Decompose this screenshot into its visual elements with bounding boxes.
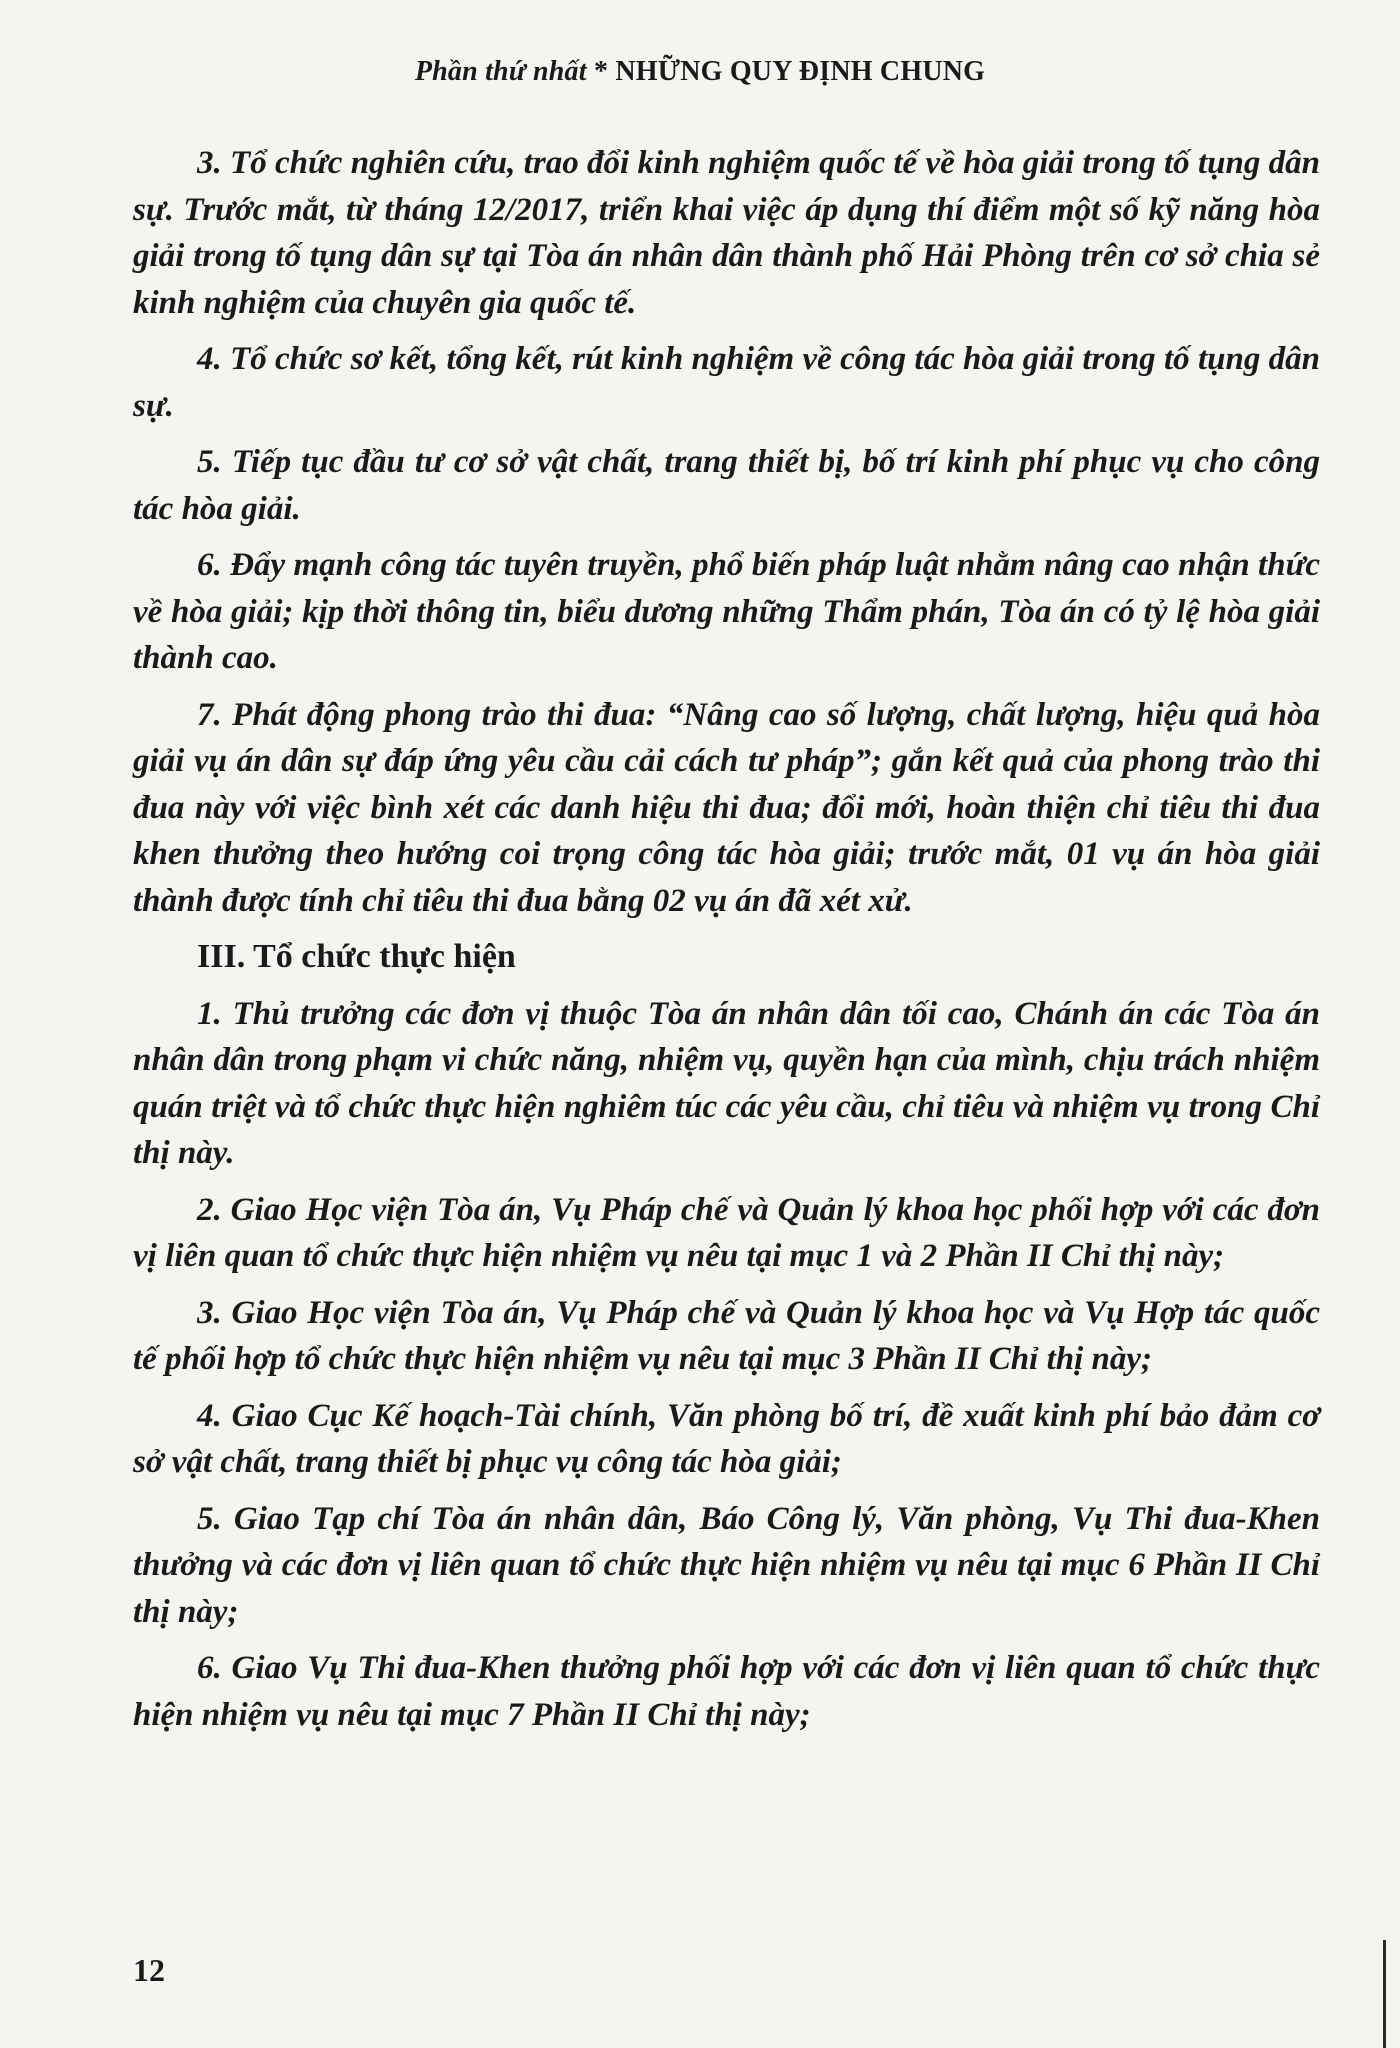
paragraph (133, 439, 1320, 532)
section-item (133, 1393, 1320, 1486)
section-heading: III. Tổ chức thực hiện (197, 938, 516, 975)
paragraph-text: Tổ chức sơ kết, tổng kết, rút kinh nghiệm về công tác hòa giải trong tố tụng dân sự. (133, 341, 1320, 424)
section-item (133, 1645, 1320, 1738)
item-number: 5. (197, 1500, 222, 1537)
binding-edge-mark (1383, 1940, 1386, 2048)
item-text: Giao Tạp chí Tòa án nhân dân, Báo Công lý, Văn phòng, Vụ Thi đua-Khen thưởng và các đơn vị liên quan tổ chức thực hiện nhiệm vụ nêu tại mục 6 Phần II Chỉ thị này; (133, 1500, 1320, 1630)
item-number: 3. (197, 1294, 222, 1331)
paragraph-number: 5. (197, 444, 222, 480)
paragraph (133, 692, 1320, 925)
item-text: Thủ trưởng các đơn vị thuộc Tòa án nhân dân tối cao, Chánh án các Tòa án nhân dân trong phạm vi chức năng, nhiệm vụ, quyền hạn của mình, chịu trách nhiệm quán triệt và tổ chức thực hiện nghiêm túc các yêu cầu, chỉ tiêu và nhiệm vụ trong Chỉ thị này. (133, 995, 1320, 1171)
paragraph (133, 336, 1320, 429)
running-header (0, 56, 1400, 88)
paragraph-text: Phát động phong trào thi đua: “Nâng cao số lượng, chất lượng, hiệu quả hòa giải vụ án dân sự đáp ứng yêu cầu cải cách tư pháp”; gắn kết quả của phong trào thi đua này với việc bình xét các danh hiệu thi đua; đổi mới, hoàn thiện chỉ tiêu thi đua khen thưởng theo hướng coi trọng công tác hòa giải; trước mắt, 01 vụ án hòa giải thành được tính chỉ tiêu thi đua bằng 02 vụ án đã xét xử. (133, 696, 1321, 919)
paragraph-text: Tổ chức nghiên cứu, trao đổi kinh nghiệm quốc tế về hòa giải trong tố tụng dân sự. Trước mắt, từ tháng 12/2017, triển khai việc áp dụng thí điểm một số kỹ năng hòa giải trong tố tụng dân sự tại Tòa án nhân dân thành phố Hải Phòng trên cơ sở chia sẻ kinh nghiệm của chuyên gia quốc tế. (133, 145, 1320, 321)
item-text: Giao Học viện Tòa án, Vụ Pháp chế và Quản lý khoa học phối hợp với các đơn vị liên quan tổ chức thực hiện nhiệm vụ nêu tại mục 1 và 2 Phần II Chỉ thị này; (133, 1191, 1320, 1274)
section-item (133, 1187, 1320, 1280)
item-text: Giao Cục Kế hoạch-Tài chính, Văn phòng bố trí, đề xuất kinh phí bảo đảm cơ sở vật chất, trang thiết bị phục vụ công tác hòa giải; (133, 1397, 1320, 1480)
item-text: Giao Học viện Tòa án, Vụ Pháp chế và Quản lý khoa học và Vụ Hợp tác quốc tế phối hợp tổ chức thực hiện nhiệm vụ nêu tại mục 3 Phần II Chỉ thị này; (133, 1294, 1320, 1377)
paragraph-number: 7. (197, 696, 222, 733)
paragraph (133, 140, 1320, 326)
section-item (133, 1290, 1320, 1383)
item-number: 6. (197, 1650, 222, 1686)
item-number: 2. (197, 1191, 222, 1228)
paragraph-text: Tiếp tục đầu tư cơ sở vật chất, trang thiết bị, bố trí kinh phí phục vụ cho công tác hòa giải. (133, 444, 1320, 527)
header-separator: * (593, 56, 609, 87)
header-title: NHỮNG QUY ĐỊNH CHUNG (615, 56, 986, 87)
item-text: Giao Vụ Thi đua-Khen thưởng phối hợp với các đơn vị liên quan tổ chức thực hiện nhiệm vụ nêu tại mục 7 Phần II Chỉ thị này; (133, 1650, 1321, 1733)
section-item (133, 1496, 1320, 1636)
header-part-label: Phần thứ nhất (414, 56, 587, 87)
paragraph (133, 542, 1320, 682)
page-body (133, 140, 1320, 1748)
paragraph-number: 6. (197, 547, 222, 583)
item-number: 4. (197, 1397, 222, 1434)
paragraph-number: 4. (197, 341, 222, 377)
page-number: 12 (133, 1952, 165, 1988)
paragraph-number: 3. (197, 145, 222, 181)
item-number: 1. (197, 995, 222, 1032)
paragraph-text: Đẩy mạnh công tác tuyên truyền, phổ biến pháp luật nhằm nâng cao nhận thức về hòa giải; kịp thời thông tin, biểu dương những Thẩm phán, Tòa án có tỷ lệ hòa giải thành cao. (133, 547, 1320, 676)
section-item (133, 991, 1320, 1177)
